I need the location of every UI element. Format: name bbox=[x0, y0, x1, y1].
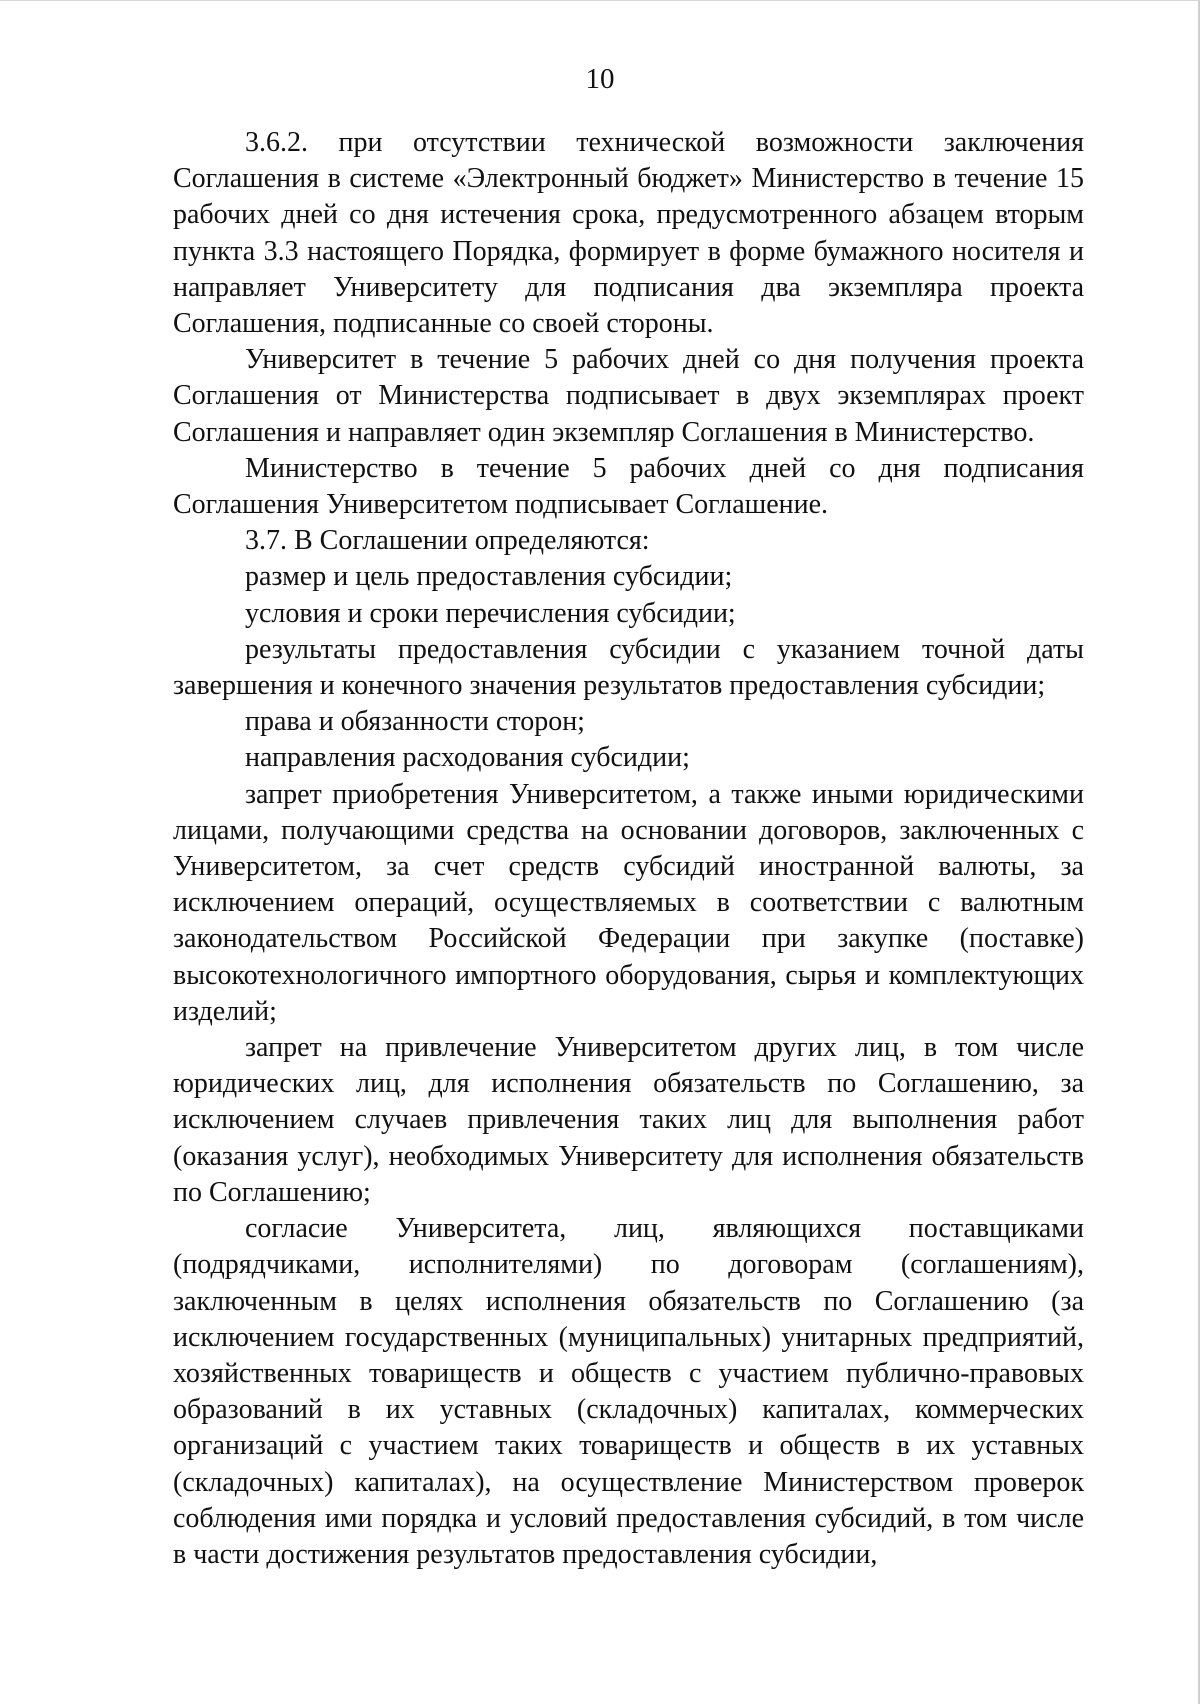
list-item-conditions-terms: условия и сроки перечисления субсидии; bbox=[245, 597, 736, 629]
list-item-rights-obligations: права и обязанности сторон; bbox=[245, 706, 585, 738]
paragraph-ministry-signing: Министерство в течение 5 рабочих дней со дня подписания Соглашения Университетом подписывает Соглашение. bbox=[173, 452, 1084, 521]
page-number: 10 bbox=[585, 63, 615, 95]
document-body bbox=[173, 125, 1084, 1573]
paragraph-university-signing: Университет в течение 5 рабочих дней со дня получения проекта Соглашения от Министерства подписывает в двух экземплярах проект Соглашения и направляет один экземпляр Соглашения в Министерство. bbox=[173, 344, 1084, 448]
list-item-third-party-ban: запрет на привлечение Университетом других лиц, в том числе юридических лиц, для исполнения обязательств по Соглашению, за исключением случаев привлечения таких лиц для выполнения работ (оказания услуг), необходимых Университету для исполнения обязательств по Соглашению; bbox=[173, 1032, 1084, 1208]
paragraph-3-6-2: 3.6.2. при отсутствии технической возможности заключения Соглашения в системе «Электронный бюджет» Министерство в течение 15 рабочих дней со дня истечения срока, предусмотренного абзацем вторым пункта 3.3 настоящего Порядка, формирует в форме бумажного носителя и направляет Университету для подписания два экземпляра проекта Соглашения, подписанные со своей стороны. bbox=[173, 127, 1084, 340]
list-item-currency-ban: запрет приобретения Университетом, а также иными юридическими лицами, получающими средства на основании договоров, заключенных с Университетом, за счет средств субсидий иностранной валюты, за исключением операций, осуществляемых в соответствии с валютным законодательством Российской Федерации при закупке (поставке) высокотехнологичного импортного оборудования, сырья и комплектующих изделий; bbox=[173, 778, 1084, 1027]
list-item-audit-consent: согласие Университета, лиц, являющихся поставщиками (подрядчиками, исполнителями) по договорам (соглашениям), заключенным в целях исполнения обязательств по Соглашению (за исключением государственных (муниципальных) унитарных предприятий, хозяйственных товариществ и обществ с участием публично-правовых образований в их уставных (складочных) капиталах, коммерческих организаций с участием таких товариществ и обществ в их уставных (складочных) капиталах), на осуществление Министерством проверок соблюдения ими порядка и условий предоставления субсидий, в том числе в части достижения результатов предоставления субсидии, bbox=[173, 1213, 1084, 1570]
list-item-size-purpose: размер и цель предоставления субсидии; bbox=[245, 561, 733, 593]
paragraph-3-7-heading: 3.7. В Соглашении определяются: bbox=[245, 525, 650, 557]
list-item-spending-directions: направления расходования субсидии; bbox=[245, 742, 690, 774]
list-item-results: результаты предоставления субсидии с указанием точной даты завершения и конечного значения результатов предоставления субсидии; bbox=[173, 633, 1084, 702]
